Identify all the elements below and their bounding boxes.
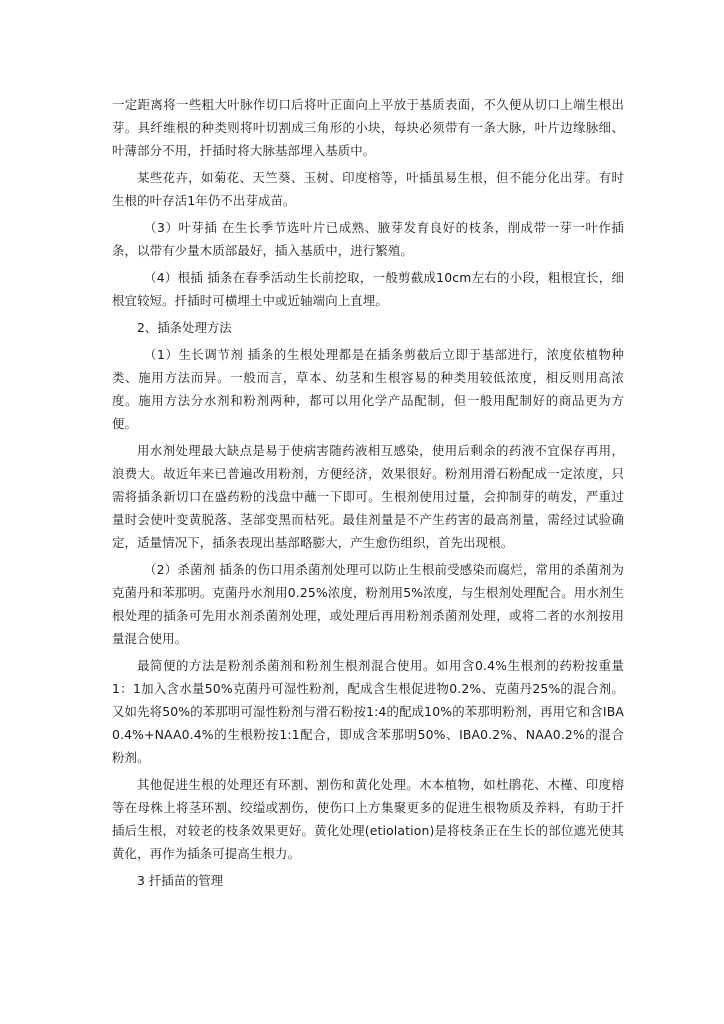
section-heading-cutting-management: 3 扦插苗的管理	[137, 873, 224, 888]
section-heading-cutting-treatment: 2、插条处理方法	[137, 320, 232, 335]
paragraph-leaf-insertion-exceptions: 某些花卉，如菊花、天竺葵、玉树、印度榕等，叶插虽易生根，但不能分化出芽。有时生根的叶存活1年仍不出芽成苗。	[112, 170, 624, 208]
paragraph-growth-regulator: （1）生长调节剂 插条的生根处理都是在插条剪截后立即于基部进行，浓度依植物种类、施用方法而异。一般而言，草本、幼茎和生根容易的种类用较低浓度，相反则用高浓度。施用方法分水剂和粉剂两种，都可以用化学产品配制，但一般用配制好的商品更为方便。	[112, 347, 624, 431]
paragraph-mixed-powder: 最简便的方法是粉剂杀菌剂和粉剂生根剂混合使用。如用含0.4%生根剂的药粉按重量1：1加入含水量50%克菌丹可湿性粉剂，配成含生根促进物0.2%、克菌丹25%的混合剂。又如先将50%的苯那明可湿性粉剂与滑石粉按1:4的配成10%的苯那明粉剂，再用它和含IBA0.4%+NAA0.4%的生根粉按1:1配合，即成含苯那明50%、IBA0.2%、NAA0.2%的混合粉剂。	[112, 658, 624, 765]
paragraph-leaf-bud-cutting: （3）叶芽插 在生长季节选叶片已成熟、腋芽发育良好的枝条，削成带一芽一叶作插条，以带有少量木质部最好，插入基质中，进行繁殖。	[112, 220, 624, 258]
paragraph-other-treatments: 其他促进生根的处理还有环割、割伤和黄化处理。木本植物，如杜鹃花、木槿、印度榕等在母株上将茎环割、绞缢或割伤，使伤口上方集聚更多的促进生根物质及养料，有助于扦插后生根，对较老的枝条效果更好。黄化处理(etiolation)是将枝条正在生长的部位遮光使其黄化，再作为插条可提高生根力。	[112, 777, 624, 861]
paragraph-leaf-insertion-continued: 一定距离将一些粗大叶脉作切口后将叶正面向上平放于基质表面，不久便从切口上端生根出芽。具纤维根的种类则将叶切割成三角形的小块，每块必须带有一条大脉，叶片边缘脉细、叶薄部分不用，扦插时将大脉基部埋入基质中。	[112, 97, 624, 158]
paragraph-root-cutting: （4）根插 插条在春季活动生长前挖取，一般剪截成10cm左右的小段，粗根宜长，细根宜较短。扦插时可横埋土中或近轴端向上直埋。	[112, 270, 624, 308]
paragraph-fungicide: （2）杀菌剂 插条的伤口用杀菌剂处理可以防止生根前受感染而腐烂，常用的杀菌剂为克菌丹和苯那明。克菌丹水剂用0.25%浓度，粉剂用5%浓度，与生根剂处理配合。用水剂生根处理的插条可先用水剂杀菌剂处理，或处理后再用粉剂杀菌剂处理，或将二者的水剂按用量混合使用。	[112, 562, 624, 646]
document-body	[112, 93, 624, 892]
paragraph-liquid-vs-powder: 用水剂处理最大缺点是易于使病害随药液相互感染，使用后剩余的药液不宜保存再用，浪费大。故近年来已普遍改用粉剂，方便经济，效果很好。粉剂用滑石粉配成一定浓度，只需将插条新切口在盛药粉的浅盘中蘸一下即可。生根剂使用过量，会抑制芽的萌发，严重过量时会使叶变黄脱落、茎部变黑而枯死。最佳剂量是不产生药害的最高剂量，需经过试验确定，适量情况下，插条表现出基部略膨大，产生愈伤组织，首先出现根。	[112, 443, 624, 550]
